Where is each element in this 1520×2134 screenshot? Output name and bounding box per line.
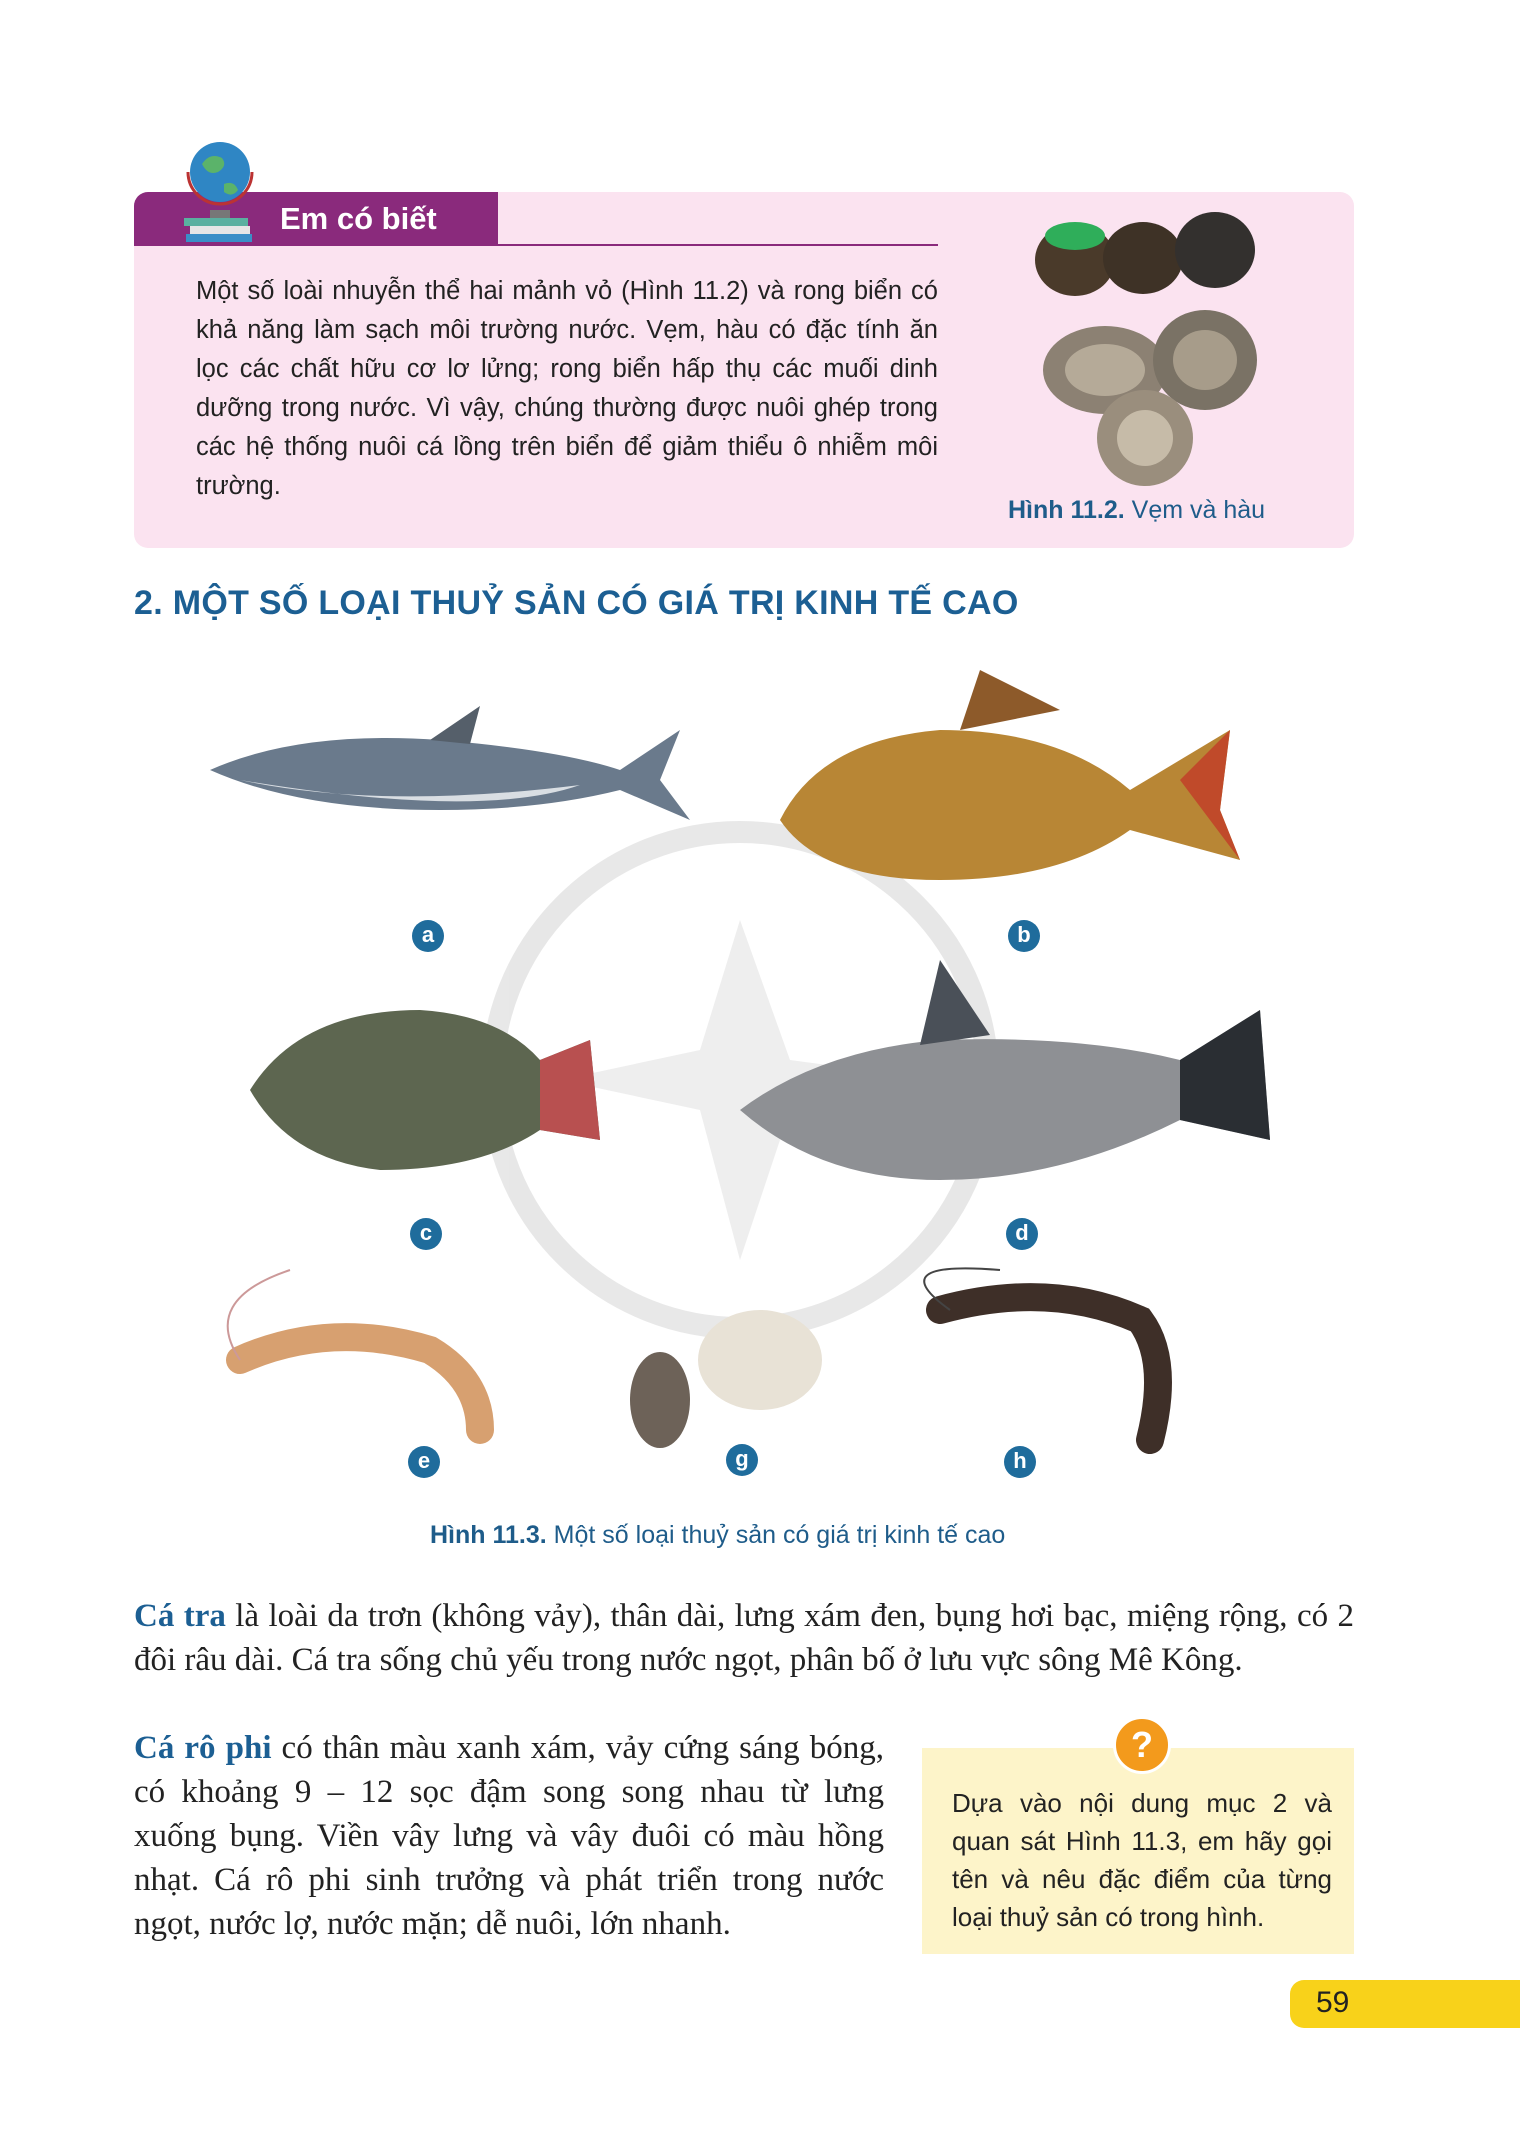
paragraph-ca-tra-text: là loài da trơn (không vảy), thân dài, lưng xám đen, bụng hơi bạc, miệng rộng, có 2 đôi râu dài. Cá tra sống chủ yếu trong nước ngọt, phân bố ở lưu vực sông Mê Kông. xyxy=(134,1598,1354,1678)
figure-label-d: d xyxy=(1006,1218,1038,1250)
figure-11-2-caption xyxy=(1008,496,1265,525)
mussel-oyster-image xyxy=(1025,200,1295,490)
figure-11-2-text: Vẹm và hàu xyxy=(1131,496,1266,524)
figure-label-h: h xyxy=(1004,1446,1036,1478)
know-box-text: Một số loài nhuyễn thể hai mảnh vỏ (Hình 11.2) và rong biển có khả năng làm sạch môi trường nước. Vẹm, hàu có đặc tính ăn lọc các chất hữu cơ lơ lửng; rong biển hấp thụ các muối dinh dưỡng trong nước. Vì vậy, chúng thường được nuôi ghép trong các hệ thống nuôi cá lồng trên biển để giảm thiểu ô nhiễm môi trường. xyxy=(196,277,938,500)
globe-books-icon xyxy=(180,130,290,250)
figure-11-3-label: Hình 11.3. xyxy=(430,1521,547,1549)
fish-a-catfish-image xyxy=(210,706,690,820)
figure-11-3 xyxy=(180,660,1330,1490)
paragraph-ca-tra xyxy=(134,1594,1354,1682)
question-mark-icon: ? xyxy=(1113,1716,1171,1774)
term-ca-tra: Cá tra xyxy=(134,1598,226,1634)
figure-11-2-label: Hình 11.2. xyxy=(1008,496,1125,524)
figure-label-g: g xyxy=(726,1444,758,1476)
know-box-divider xyxy=(498,244,938,246)
clam-g-image xyxy=(630,1310,822,1448)
shrimp-e-image xyxy=(228,1270,480,1430)
figure-11-3-text: Một số loại thuỷ sản có giá trị kinh tế cao xyxy=(553,1521,1006,1549)
fish-b-carp-image xyxy=(780,670,1240,880)
fish-d-barramundi-image xyxy=(740,960,1270,1180)
question-text: Dựa vào nội dung mục 2 và quan sát Hình 11.3, em hãy gọi tên và nêu đặc điểm của từng loại thuỷ sản có trong hình. xyxy=(952,1788,1332,1932)
paragraph-ca-ro-phi-text: có thân màu xanh xám, vảy cứng sáng bóng, có khoảng 9 – 12 sọc đậm song song nhau từ lưng xuống bụng. Viền vây lưng và vây đuôi có màu hồng nhạt. Cá rô phi sinh trưởng và phát triển trong nước ngọt, nước lợ, nước mặn; dễ nuôi, lớn nhanh. xyxy=(134,1730,884,1942)
figure-label-c: c xyxy=(410,1218,442,1250)
term-ca-ro-phi: Cá rô phi xyxy=(134,1730,272,1766)
fish-c-tilapia-image xyxy=(250,1010,600,1170)
page-number: 59 xyxy=(1316,1986,1350,2019)
paragraph-ca-ro-phi xyxy=(134,1726,884,1946)
figure-label-b: b xyxy=(1008,920,1040,952)
prawn-h-image xyxy=(924,1268,1158,1440)
section-heading: 2. MỘT SỐ LOẠI THUỶ SẢN CÓ GIÁ TRỊ KINH TẾ CAO xyxy=(134,584,1019,622)
figure-label-e: e xyxy=(408,1446,440,1478)
figure-label-a: a xyxy=(412,920,444,952)
figure-11-3-caption xyxy=(430,1521,1005,1550)
know-box-title: Em có biết xyxy=(280,201,437,236)
